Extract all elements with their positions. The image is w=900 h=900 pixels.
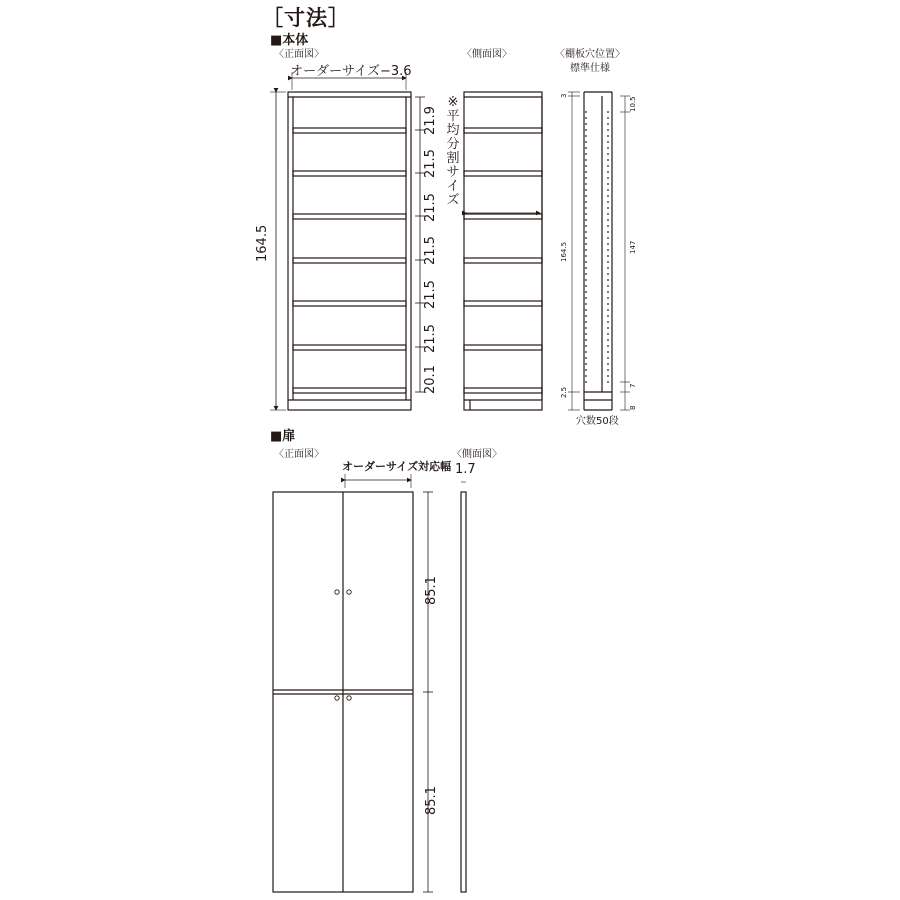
holes-bottom-offset: 7 bbox=[629, 383, 637, 388]
holes-span: 147 bbox=[629, 240, 637, 254]
shelf-spacing-label: 21.5 bbox=[423, 149, 438, 178]
shelf-spacing-label: 21.5 bbox=[423, 236, 438, 265]
page-title: ［寸法］ bbox=[262, 6, 350, 30]
holes-diagram bbox=[584, 92, 612, 410]
holes-caption: 〈棚板穴位置〉 bbox=[555, 49, 625, 60]
body-front-caption: 〈正面図〉 bbox=[274, 49, 324, 60]
door-front-caption: 〈正面図〉 bbox=[274, 449, 324, 460]
door-width-label: オーダーサイズ対応幅 bbox=[342, 460, 452, 473]
door-lower-height: 85.1 bbox=[424, 786, 439, 815]
holes-top-gap: 3 bbox=[560, 93, 568, 98]
body-width-label: オーダーサイズ−3.6 bbox=[290, 64, 412, 79]
holes-count: 穴数50段 bbox=[576, 416, 619, 427]
body-section-heading: ■本体 bbox=[270, 33, 309, 48]
shelf-spacing-label: 21.5 bbox=[423, 193, 438, 222]
body-side-caption: 〈側面図〉 bbox=[462, 49, 512, 60]
door-section-heading: ■扉 bbox=[270, 429, 296, 444]
door-side-caption: 〈側面図〉 bbox=[452, 449, 502, 460]
shelf-holes bbox=[585, 111, 609, 383]
door-thickness-label: 1.7 bbox=[455, 462, 476, 477]
body-front-view bbox=[288, 92, 411, 410]
average-split-note: ※平均分割サイズ bbox=[446, 95, 460, 208]
shelf-spacing-label: 21.5 bbox=[423, 280, 438, 309]
holes-subcaption: 標準仕様 bbox=[570, 63, 610, 74]
body-height-label: 164.5 bbox=[255, 224, 270, 262]
body-side-view bbox=[464, 92, 542, 410]
shelf-spacing-label: 21.5 bbox=[423, 324, 438, 353]
holes-top-offset: 10.5 bbox=[629, 96, 637, 112]
door-front-view bbox=[273, 492, 413, 892]
holes-bottom-gap: 2.5 bbox=[560, 386, 568, 398]
holes-total-height: 164.5 bbox=[560, 241, 568, 262]
shelf-spacing-label: 21.9 bbox=[423, 106, 438, 135]
holes-base: 8 bbox=[629, 405, 637, 410]
door-side-view bbox=[461, 492, 466, 892]
door-upper-height: 85.1 bbox=[424, 576, 439, 605]
shelf-spacing-label: 20.1 bbox=[423, 365, 438, 394]
